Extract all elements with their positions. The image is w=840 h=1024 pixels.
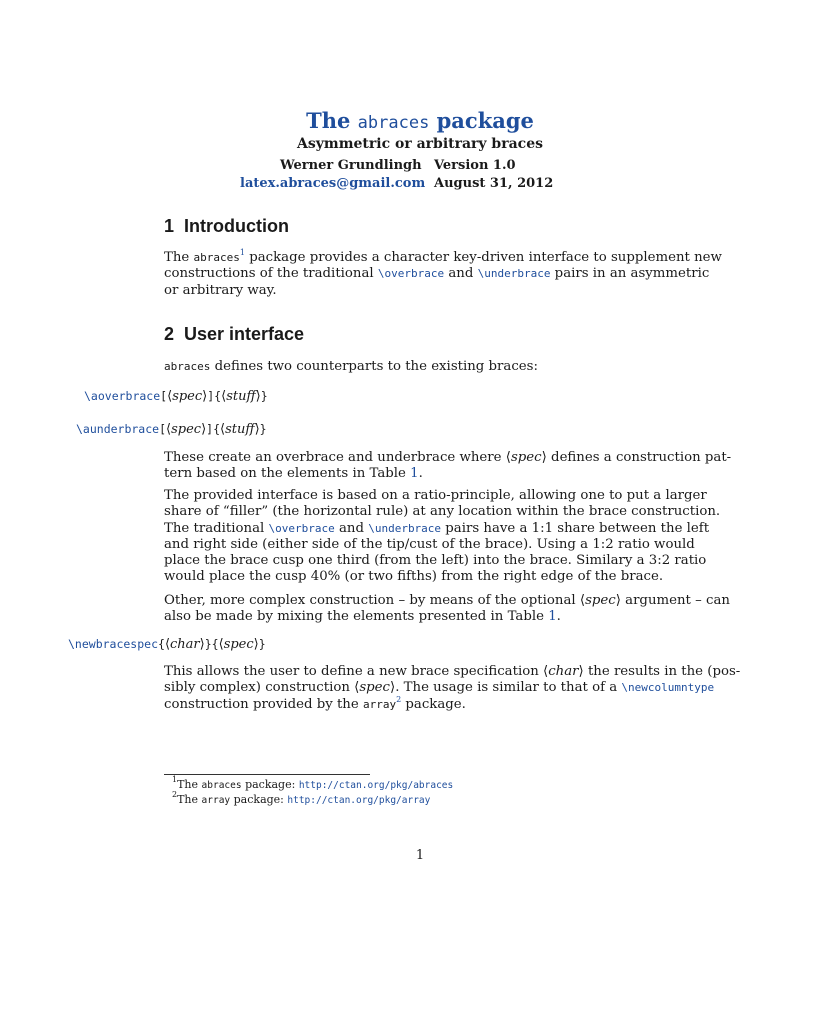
overbrace-command: \overbrace xyxy=(377,267,445,281)
ui-intro-paragraph: abraces defines two counterparts to the existing braces: xyxy=(164,359,538,374)
newbracespec-description-paragraph: This allows the user to define a new brace specification ⟨char⟩ the results in the (pos- sibly complex) construction ⟨spec⟩. The usage is similar to that of a \newcolumntype construction provided by the array$^2$ package. xyxy=(164,664,741,712)
package-name: abraces xyxy=(357,113,430,133)
section-heading-introduction: 1 Introduction xyxy=(164,216,289,236)
aoverbrace-syntax: \aoverbrace[⟨spec⟩]{⟨stuff⟩} xyxy=(84,389,268,404)
document-title: The abraces package xyxy=(306,108,534,133)
footnote-1: $^1$The abraces package: http://ctan.org/pkg/abraces xyxy=(172,775,454,791)
document-subtitle: Asymmetric or arbitrary braces xyxy=(297,136,543,152)
version-label: Version 1.0 xyxy=(434,158,516,173)
newcolumntype-command: \newcolumntype xyxy=(621,681,715,695)
ratio-principle-paragraph: The provided interface is based on a ratio-principle, allowing one to put a larger share of “filler” (the horizontal rule) at any location within the brace construction. The traditional \overbrace and \underbrace pairs have a 1:1 share between the left and right side (either side of the tip/cust of the brace). Using a 1:2 ratio would place the brace cusp one third (from the left) into the brace. Similary a 3:2 ratio would place the cusp 40% (or two fifths) from the right edge of the brace. xyxy=(164,488,721,585)
document-date: August 31, 2012 xyxy=(434,176,554,191)
section-heading-user-interface: 2 User interface xyxy=(164,324,305,344)
intro-paragraph: The abraces$^1$ package provides a character key-driven interface to supplement new constructions of the traditional \overbrace and \underbrace pairs in an asymmetric or arbitrary way. xyxy=(164,248,722,298)
footnote-ref-1[interactable]: 1 xyxy=(239,248,245,257)
aunderbrace-syntax: \aunderbrace[⟨spec⟩]{⟨stuff⟩} xyxy=(76,422,267,437)
footnote-2: $^2$The array package: http://ctan.org/pkg/array xyxy=(172,790,431,806)
newbracespec-command: \newbracespec xyxy=(68,637,159,651)
author-email-link[interactable]: latex.abraces@gmail.com xyxy=(240,176,426,191)
aoverbrace-command: \aoverbrace xyxy=(84,389,161,403)
author-name: Werner Grundlingh xyxy=(280,158,422,173)
table-ref-link[interactable]: 1 xyxy=(548,609,557,625)
aunderbrace-command: \aunderbrace xyxy=(76,422,160,436)
table-ref-link[interactable]: 1 xyxy=(410,466,419,482)
newbracespec-syntax: \newbracespec{⟨char⟩}{⟨spec⟩} xyxy=(68,637,266,652)
array-ctan-link[interactable]: http://ctan.org/pkg/array xyxy=(287,795,431,806)
abraces-ctan-link[interactable]: http://ctan.org/pkg/abraces xyxy=(298,780,454,791)
complex-construction-paragraph: Other, more complex construction – by means of the optional ⟨spec⟩ argument – can also be made by mixing the elements presented in Table 1. xyxy=(164,593,730,625)
braces-description-paragraph: These create an overbrace and underbrace where ⟨spec⟩ defines a construction pat- tern based on the elements in Table 1. xyxy=(164,450,732,482)
underbrace-command: \underbrace xyxy=(477,267,551,281)
page-number: 1 xyxy=(415,848,425,863)
footnote-ref-2[interactable]: 2 xyxy=(396,694,402,704)
footnote-rule xyxy=(164,774,370,775)
